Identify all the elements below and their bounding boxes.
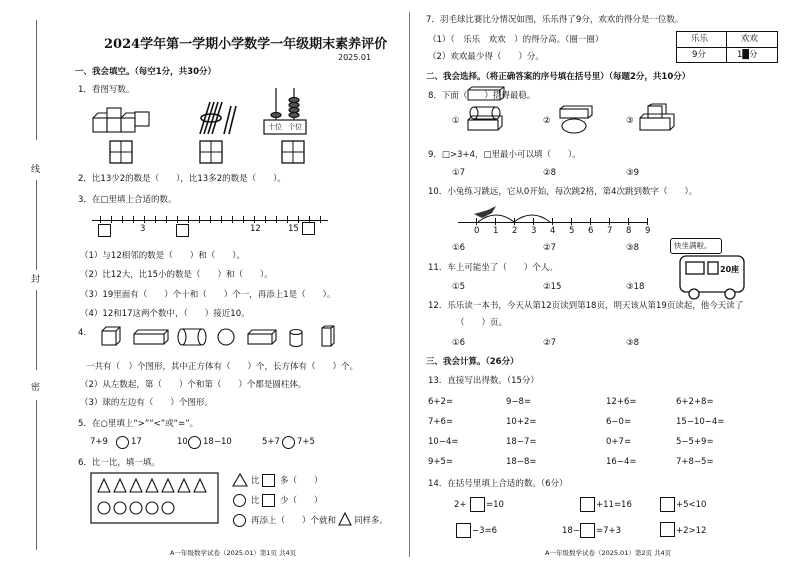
answer-box[interactable] (262, 494, 275, 507)
triangle-icon (232, 473, 248, 487)
compare-circle[interactable] (188, 436, 201, 449)
q14-c: +5<10 (676, 500, 707, 510)
page-divider (409, 12, 410, 557)
q3-line-1: （1）与12相邻的数是（ ）和（ ）。 (80, 251, 245, 261)
binding-line (36, 290, 37, 370)
number-line-tick (188, 216, 189, 223)
q6-label-3: 比 (251, 496, 260, 506)
q14-e: 18− (562, 526, 580, 536)
exam-date: 2025.01 (338, 53, 372, 62)
number-line-tick (276, 216, 277, 223)
number-line-tick (298, 216, 299, 223)
stack-option-1[interactable] (466, 106, 506, 132)
answer-box[interactable] (660, 522, 675, 537)
number-line-label: 3 (531, 226, 537, 236)
calc-item: 7+6= (428, 417, 454, 427)
number-line-tick (514, 218, 515, 225)
solids-picture (100, 326, 340, 348)
score-header-1: 乐乐 (691, 34, 709, 44)
compare-circle[interactable] (282, 436, 295, 449)
q3-line-2: （2）比12大，比15小的数是（ ）和（ ）。 (80, 270, 273, 280)
score-header-2: 欢欢 (741, 34, 759, 44)
calc-item: 0+7= (606, 437, 632, 447)
triangle-icon (338, 512, 352, 526)
q11-text: 11．车上可能坐了（ ）个人。 (428, 263, 558, 273)
number-line-label: 9 (645, 226, 651, 236)
q10-opt-3: ③8 (626, 243, 640, 253)
answer-box[interactable] (302, 222, 315, 235)
q5-left-2: 10 (177, 437, 188, 447)
q11-opt-2: ②15 (543, 282, 562, 292)
circle-icon (233, 494, 246, 507)
number-line-tick (221, 216, 222, 223)
q14-e2: =7+3 (596, 526, 622, 536)
q4-line-3: （3）球的左边有（ ）个图形。 (80, 398, 213, 408)
q4-line-2: （2）从左数起，第（ ）个和第（ ）个都是圆柱体。 (80, 380, 307, 390)
answer-grid (282, 141, 306, 165)
calc-item: 6+2+8= (676, 397, 714, 407)
number-line-tick (111, 216, 112, 223)
q2-text: 2．比13少2的数是（ ），比13多2的数是（ ）。 (78, 174, 286, 184)
number-line-tick (122, 216, 123, 223)
number-line-tick (571, 218, 572, 225)
calc-item: 18−8= (506, 457, 537, 467)
score-value-1: 9分 (692, 50, 706, 60)
number-line-tick (476, 218, 477, 225)
number-line-label: 5 (569, 226, 575, 236)
q1-text: 1．看图写数。 (78, 85, 135, 95)
number-line-tick (177, 216, 178, 223)
q14-a: 2+ (454, 500, 467, 510)
q6-label-4: 少（ ） (280, 496, 323, 506)
page-title: 2024学年第一学期小学数学一年级期末素养评价 (104, 37, 388, 52)
calc-item: 16−4= (606, 457, 637, 467)
number-line-label: 6 (588, 226, 594, 236)
number-line-tick (199, 216, 200, 223)
q13-text: 13．直接写出得数。（15分） (428, 376, 539, 386)
number-line-label: 4 (550, 226, 556, 236)
number-line-tick (590, 218, 591, 225)
number-line-tick (210, 216, 211, 223)
q5-right-2: 18−10 (203, 437, 232, 447)
score-table (676, 31, 778, 63)
q14-b: +11=16 (596, 500, 632, 510)
number-line-label: 8 (626, 226, 632, 236)
q7-line-2: （2）欢欢最少得（ ）分。 (428, 52, 544, 62)
binding-line (36, 400, 37, 550)
q14-a2: =10 (486, 500, 504, 510)
q14-f: +2>12 (676, 526, 707, 536)
number-line-tick (155, 216, 156, 223)
footer-left: A一年级数学试卷（2025.01）第1页 共4页 (170, 549, 297, 557)
answer-box[interactable] (660, 497, 675, 512)
answer-box[interactable] (470, 497, 485, 512)
q10-text: 10．小兔练习跳远，它从0开始，每次跳2格，第4次跳到数字（ ）。 (428, 187, 698, 197)
stack-option-3[interactable] (638, 104, 678, 134)
section-1-title: 一、我会填空。（每空1分，共30分） (75, 67, 216, 77)
stack-option-2[interactable] (556, 106, 596, 134)
stack-inline-icon (468, 87, 508, 101)
binding-mark-3: 密 (31, 383, 41, 393)
number-line-tick (166, 216, 167, 223)
q12-text: 12．乐乐读一本书，今天从第12页读到第18页，明天该从第19页读起，他今天读了 (428, 301, 744, 311)
q10-opt-2: ②7 (543, 243, 557, 253)
answer-grid (110, 141, 134, 165)
binding-line (36, 180, 37, 270)
bus-picture (676, 252, 750, 302)
answer-grid (200, 141, 224, 165)
footer-right: A一年级数学试卷（2025.01）第2页 共4页 (545, 549, 672, 557)
q5-text: 5．在○里填上“>”“<”或“=”。 (78, 419, 199, 429)
sticks-picture (198, 100, 238, 136)
q8-opt-1: ① (452, 116, 460, 126)
number-line-label: 7 (607, 226, 613, 236)
cubes-picture (93, 108, 153, 136)
number-line-tick (552, 218, 553, 225)
number-line-tick (100, 216, 101, 223)
binding-mark-2: 封 (31, 275, 41, 285)
score-value-2: 1█分 (737, 50, 758, 60)
q5-right-1: 17 (131, 437, 142, 447)
q6-label-6: 同样多。 (354, 516, 389, 526)
section-2-title: 二、我会选择。（将正确答案的序号填在括号里）（每题2分，共10分） (426, 72, 691, 82)
calc-item: 7+8−5= (676, 457, 714, 467)
number-line-tick (254, 216, 255, 223)
calc-item: 15−10−4= (676, 417, 725, 427)
q8-opt-2: ② (543, 116, 551, 126)
calc-item: 10+2= (506, 417, 537, 427)
answer-box[interactable] (176, 224, 189, 237)
q8-opt-3: ③ (626, 116, 634, 126)
q12-opt-3: ③8 (626, 338, 640, 348)
abacus-ten-label: 十位 (268, 123, 282, 131)
number-line-label: 2 (512, 226, 518, 236)
number-line-tick (133, 216, 134, 223)
q8-text: 8．下面（ ）搭得最稳。 (428, 91, 536, 101)
q9-opt-3: ③9 (626, 168, 640, 178)
shapes-box (90, 472, 220, 524)
q6-text: 6．比一比，填一填。 (78, 458, 160, 468)
q5-left-3: 5+7 (262, 437, 280, 447)
answer-box[interactable] (580, 523, 595, 538)
q6-label-2: 多（ ） (280, 476, 323, 486)
binding-mark-1: 线 (31, 165, 41, 175)
q4-text: 4. (78, 328, 87, 338)
q6-label-1: 比 (251, 476, 260, 486)
q10-opt-1: ①6 (452, 243, 466, 253)
abacus-one-label: 个位 (288, 123, 302, 131)
bus-seats: 20座 (720, 265, 740, 274)
answer-box[interactable] (580, 497, 595, 512)
answer-box[interactable] (98, 224, 111, 237)
answer-box[interactable] (262, 474, 275, 487)
q12-opt-2: ②7 (543, 338, 557, 348)
number-line-tick (495, 218, 496, 225)
q11-opt-3: ③18 (626, 282, 645, 292)
q14-d: −3=6 (472, 526, 498, 536)
number-line-tick (232, 216, 233, 223)
number-line-tick (628, 218, 629, 225)
q7-line-1: （1）（ 乐乐 欢欢 ）的得分高。（圈一圈） (428, 35, 604, 45)
q3-line-4: （4）12和17这两个数中，（ ）接近10。 (80, 309, 250, 319)
q6-label-5: 再添上（ ）个就和 (251, 516, 337, 526)
q3-line-3: （3）19里面有（ ）个十和（ ）个一，再添上1是（ ）。 (80, 290, 336, 300)
number-line-label: 12 (250, 224, 261, 234)
q5-left-1: 7+9 (90, 437, 108, 447)
number-line-tick (243, 216, 244, 223)
number-line-label: 0 (474, 226, 480, 236)
compare-circle[interactable] (116, 436, 129, 449)
number-line-label: 3 (140, 224, 146, 234)
number-line-label: 15 (288, 224, 299, 234)
calc-item: 12+6= (606, 397, 637, 407)
circle-icon (233, 514, 246, 527)
q14-text: 14．在括号里填上合适的数。（6分） (428, 479, 568, 489)
q9-opt-2: ②8 (543, 168, 557, 178)
number-line-tick (609, 218, 610, 225)
bubble-text: 快坐满啦。 (674, 241, 712, 250)
q11-opt-1: ①5 (452, 282, 466, 292)
calc-item: 6−0= (606, 417, 632, 427)
binding-line (36, 20, 37, 140)
answer-box[interactable] (456, 523, 471, 538)
number-line-tick (144, 216, 145, 223)
number-line-tick (287, 216, 288, 223)
q7-text: 7．羽毛球比赛比分情况如图，乐乐得了9分，欢欢的得分是一位数。 (426, 15, 684, 25)
q3-text: 3．在□里填上合适的数。 (78, 195, 177, 205)
section-3-title: 三、我会计算。（26分） (426, 357, 519, 367)
q9-text: 9．□>3+4，□里最小可以填（ ）。 (428, 150, 581, 160)
number-line-tick (533, 218, 534, 225)
calc-item: 9−8= (506, 397, 532, 407)
calc-item: 9+5= (428, 457, 454, 467)
calc-item: 18−7= (506, 437, 537, 447)
calc-item: 6+2= (428, 397, 454, 407)
q5-right-3: 7+5 (297, 437, 315, 447)
q9-opt-1: ①7 (452, 168, 466, 178)
number-line-tick (647, 218, 648, 225)
number-line (458, 222, 648, 223)
number-line-tick (320, 216, 321, 223)
q12-text-2: （ ）页。 (456, 318, 508, 328)
number-line-tick (265, 216, 266, 223)
number-line-label: 1 (493, 226, 499, 236)
q12-opt-1: ①6 (452, 338, 466, 348)
calc-item: 5−5+9= (676, 437, 714, 447)
calc-item: 10−4= (428, 437, 459, 447)
q4-line-1: 一共有（ ）个图形，其中正方体有（ ）个，长方体有（ ）个。 (86, 362, 359, 372)
